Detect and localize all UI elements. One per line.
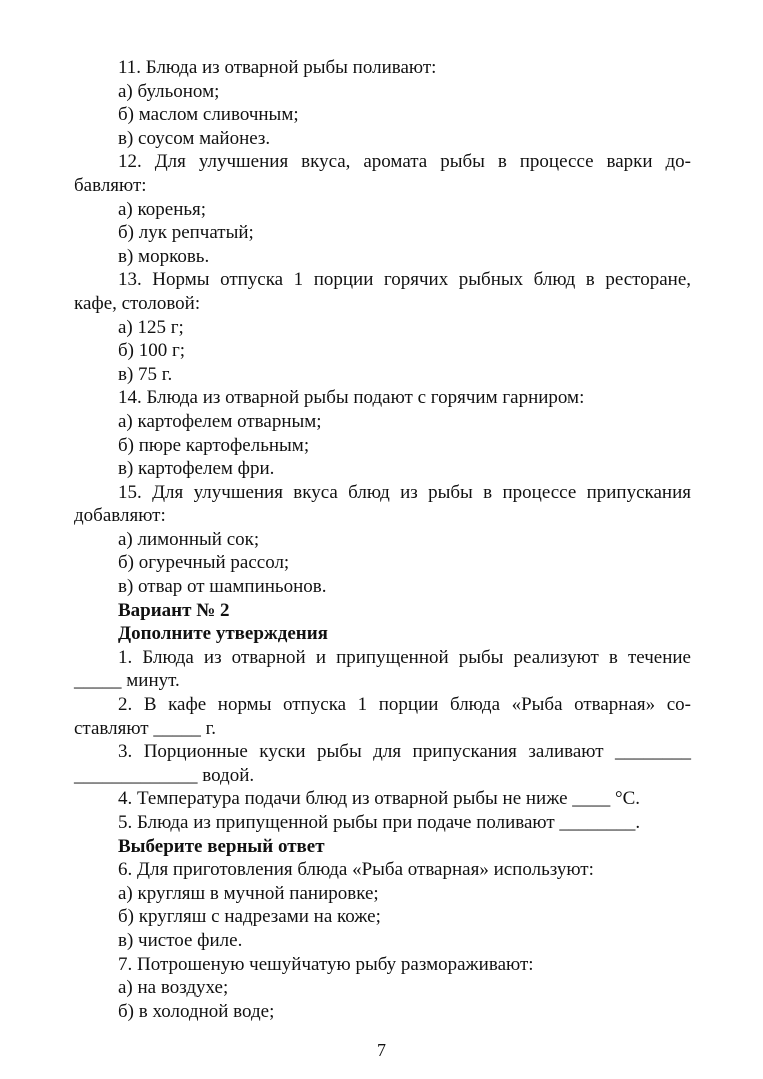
text-line: б) лук репчатый; xyxy=(118,222,254,244)
text-line: в) соусом майонез. xyxy=(118,127,271,149)
text-line: б) огуречный рассол; xyxy=(118,552,290,574)
text-line: 11. Блюда из отварной рыбы поливают: xyxy=(118,57,437,78)
text-line: кафе, столовой: xyxy=(74,292,201,314)
text-line: в) картофелем фри. xyxy=(118,458,275,480)
section-heading: Вариант № 2 xyxy=(118,599,230,621)
text-line: а) кругляш в мучной панировке; xyxy=(118,882,379,904)
text-line: 3. Порционные куски рыбы для припускания заливают ________ xyxy=(118,741,691,763)
text-line: 6. Для приготовления блюда «Рыба отварная» используют: xyxy=(118,859,594,881)
text-line: б) в холодной воде; xyxy=(118,1000,275,1022)
text-line: 15. Для улучшения вкуса блюд из рыбы в процессе припускания xyxy=(118,481,691,503)
text-line: а) на воздухе; xyxy=(118,977,229,999)
text-line: а) лимонный сок; xyxy=(118,528,260,550)
text-line: б) пюре картофельным; xyxy=(118,434,310,456)
text-line: б) 100 г; xyxy=(118,340,186,362)
text-line: ставляют _____ г. xyxy=(74,717,216,739)
text-line: а) картофелем отварным; xyxy=(118,410,322,432)
text-line: в) чистое филе. xyxy=(118,929,243,951)
text-line: 1. Блюда из отварной и припущенной рыбы реализуют в течение xyxy=(118,646,691,668)
text-line: 7. Потрошеную чешуйчатую рыбу размораживают: xyxy=(118,953,534,975)
text-line: 14. Блюда из отварной рыбы подают с горячим гарниром: xyxy=(118,387,585,409)
text-line: 4. Температура подачи блюд из отварной рыбы не ниже ____ °С. xyxy=(118,788,641,810)
page-number: 7 xyxy=(377,1040,386,1060)
text-line: а) бульоном; xyxy=(118,80,220,102)
section-heading: Дополните утверждения xyxy=(118,623,328,645)
text-line: в) отвар от шампиньонов. xyxy=(118,576,327,598)
text-line: добавляют: xyxy=(74,505,166,527)
text-line: 13. Нормы отпуска 1 порции горячих рыбных блюд в ресторане, xyxy=(118,269,691,291)
text-line: 5. Блюда из припущенной рыбы при подаче поливают ________. xyxy=(118,812,641,833)
text-line: 12. Для улучшения вкуса, аромата рыбы в процессе варки до- xyxy=(118,151,691,173)
page-body xyxy=(74,56,691,1023)
text-line: а) 125 г; xyxy=(118,316,184,338)
text-line: 2. В кафе нормы отпуска 1 порции блюда «Рыба отварная» со- xyxy=(118,694,691,716)
text-line: б) кругляш с надрезами на коже; xyxy=(118,906,381,928)
text-line: бавляют: xyxy=(74,174,147,196)
text-line: б) маслом сливочным; xyxy=(118,104,299,126)
section-heading: Выберите верный ответ xyxy=(118,835,325,857)
text-line: _____________ водой. xyxy=(74,764,255,786)
text-line: в) морковь. xyxy=(118,245,210,267)
text-line: а) коренья; xyxy=(118,198,207,220)
text-line: в) 75 г. xyxy=(118,363,173,385)
text-line: _____ минут. xyxy=(74,670,180,692)
